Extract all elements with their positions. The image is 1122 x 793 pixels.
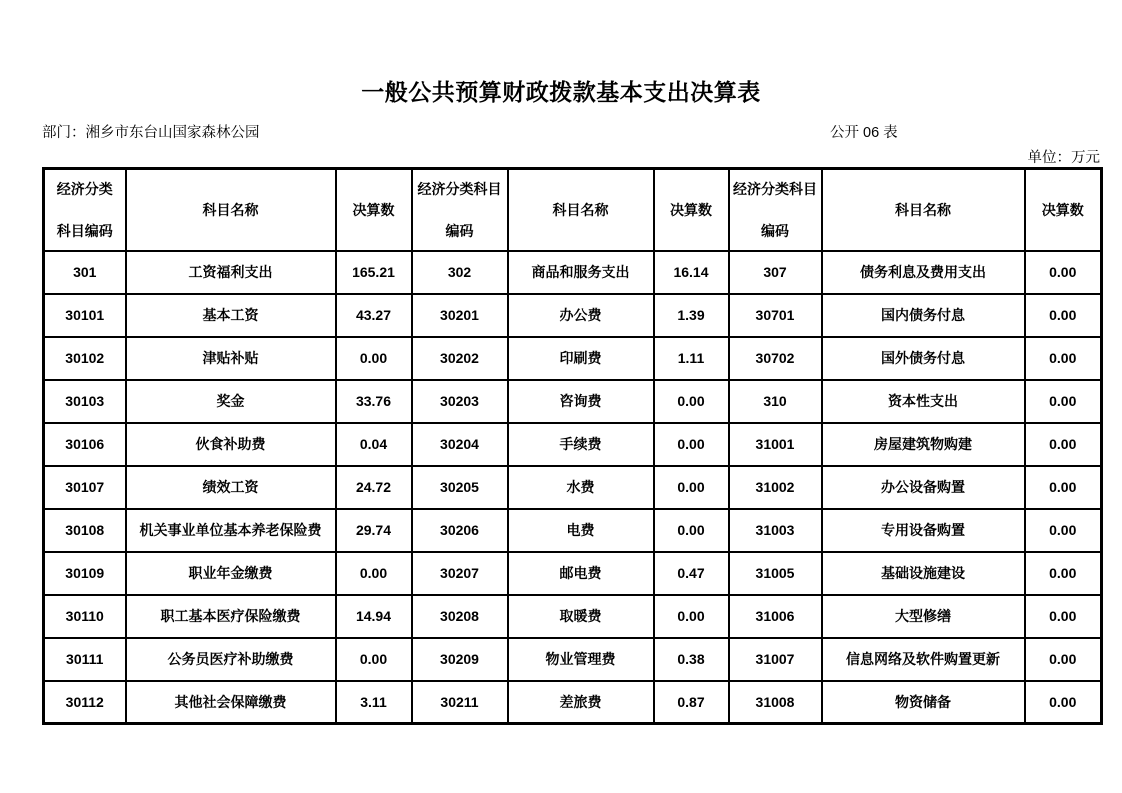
header-line: 决算数: [352, 201, 395, 218]
subject-name-cell: 职业年金缴费: [126, 552, 336, 595]
amount-cell: 0.00: [1025, 251, 1102, 294]
subject-name-cell: 国外债务付息: [822, 337, 1025, 380]
subject-name-cell: 取暖费: [508, 595, 654, 638]
subject-code-cell: 30207: [412, 552, 508, 595]
table-row: [44, 423, 1102, 466]
amount-cell: 1.11: [654, 337, 729, 380]
table-row: [44, 380, 1102, 423]
subject-code-cell: 30110: [44, 595, 126, 638]
subject-name-cell: 差旅费: [508, 681, 654, 724]
column-header-8: [1025, 169, 1102, 251]
amount-cell: 165.21: [336, 251, 412, 294]
table-row: [44, 681, 1102, 724]
amount-cell: 43.27: [336, 294, 412, 337]
table-row: [44, 251, 1102, 294]
subject-code-cell: 31008: [729, 681, 822, 724]
subject-name-cell: 物业管理费: [508, 638, 654, 681]
amount-cell: 0.00: [1025, 337, 1102, 380]
subject-name-cell: 信息网络及软件购置更新: [822, 638, 1025, 681]
column-header-text: [732, 179, 819, 241]
subject-code-cell: 31006: [729, 595, 822, 638]
subject-code-cell: 30202: [412, 337, 508, 380]
amount-cell: 16.14: [654, 251, 729, 294]
amount-cell: 14.94: [336, 595, 412, 638]
subject-name-cell: 物资储备: [822, 681, 1025, 724]
subject-name-cell: 邮电费: [508, 552, 654, 595]
column-header-text: [339, 200, 409, 220]
amount-cell: 24.72: [336, 466, 412, 509]
amount-cell: 0.00: [336, 552, 412, 595]
subject-name-cell: 商品和服务支出: [508, 251, 654, 294]
subject-code-cell: 31005: [729, 552, 822, 595]
amount-cell: 0.87: [654, 681, 729, 724]
column-header-3: [412, 169, 508, 251]
subject-name-cell: 伙食补助费: [126, 423, 336, 466]
subject-code-cell: 30112: [44, 681, 126, 724]
table-row: [44, 595, 1102, 638]
subject-name-cell: 职工基本医疗保险缴费: [126, 595, 336, 638]
subject-name-cell: 咨询费: [508, 380, 654, 423]
subject-code-cell: 307: [729, 251, 822, 294]
amount-cell: 0.00: [1025, 638, 1102, 681]
subject-code-cell: 31007: [729, 638, 822, 681]
column-header-text: [657, 200, 726, 220]
subject-code-cell: 30101: [44, 294, 126, 337]
subject-name-cell: 基本工资: [126, 294, 336, 337]
amount-cell: 0.00: [654, 423, 729, 466]
amount-cell: 0.00: [654, 509, 729, 552]
amount-cell: 0.00: [654, 380, 729, 423]
column-header-5: [654, 169, 729, 251]
table-row: [44, 337, 1102, 380]
subject-code-cell: 30201: [412, 294, 508, 337]
header-line: 编码: [445, 222, 474, 239]
subject-code-cell: 30111: [44, 638, 126, 681]
column-header-text: [825, 200, 1022, 220]
amount-cell: 0.00: [1025, 423, 1102, 466]
subject-name-cell: 机关事业单位基本养老保险费: [126, 509, 336, 552]
subject-code-cell: 302: [412, 251, 508, 294]
subject-name-cell: 水费: [508, 466, 654, 509]
subject-code-cell: 30211: [412, 681, 508, 724]
table-row: [44, 466, 1102, 509]
subject-name-cell: 基础设施建设: [822, 552, 1025, 595]
table-row: [44, 509, 1102, 552]
subject-code-cell: 31003: [729, 509, 822, 552]
subject-name-cell: 办公费: [508, 294, 654, 337]
subject-name-cell: 印刷费: [508, 337, 654, 380]
amount-cell: 0.00: [1025, 681, 1102, 724]
column-header-text: [415, 179, 505, 241]
header-line: 科目名称: [202, 201, 259, 218]
header-line: 科目名称: [895, 201, 951, 218]
subject-code-cell: 30702: [729, 337, 822, 380]
subject-code-cell: 30106: [44, 423, 126, 466]
amount-cell: 33.76: [336, 380, 412, 423]
budget-table: [42, 167, 1103, 725]
table-row: [44, 552, 1102, 595]
amount-cell: 0.04: [336, 423, 412, 466]
subject-code-cell: 31001: [729, 423, 822, 466]
amount-cell: 1.39: [654, 294, 729, 337]
column-header-4: [508, 169, 654, 251]
subject-name-cell: 债务利息及费用支出: [822, 251, 1025, 294]
amount-cell: 0.00: [1025, 595, 1102, 638]
subject-code-cell: 30107: [44, 466, 126, 509]
subject-name-cell: 工资福利支出: [126, 251, 336, 294]
amount-cell: 0.00: [1025, 509, 1102, 552]
subject-code-cell: 30209: [412, 638, 508, 681]
amount-cell: 0.00: [336, 337, 412, 380]
subject-code-cell: 30208: [412, 595, 508, 638]
amount-cell: 3.11: [336, 681, 412, 724]
column-header-6: [729, 169, 822, 251]
column-header-text: [47, 179, 123, 241]
subject-name-cell: 手续费: [508, 423, 654, 466]
subject-code-cell: 30206: [412, 509, 508, 552]
subject-code-cell: 30108: [44, 509, 126, 552]
amount-cell: 0.47: [654, 552, 729, 595]
subject-name-cell: 电费: [508, 509, 654, 552]
subject-name-cell: 津贴补贴: [126, 337, 336, 380]
column-header-text: [129, 200, 333, 220]
subject-name-cell: 房屋建筑物购建: [822, 423, 1025, 466]
subject-name-cell: 专用设备购置: [822, 509, 1025, 552]
header-line: 决算数: [670, 201, 712, 218]
amount-cell: 0.00: [654, 466, 729, 509]
amount-cell: 0.00: [654, 595, 729, 638]
header-line: 经济分类科目: [417, 180, 502, 197]
table-row: [44, 638, 1102, 681]
subject-code-cell: 30701: [729, 294, 822, 337]
header-line: 经济分类科目: [733, 180, 817, 197]
subject-code-cell: 301: [44, 251, 126, 294]
department-label: 部门：湘乡市东台山国家森林公园: [42, 125, 260, 141]
subject-code-cell: 30205: [412, 466, 508, 509]
amount-cell: 29.74: [336, 509, 412, 552]
amount-cell: 0.00: [1025, 380, 1102, 423]
header-line: 经济分类: [56, 180, 113, 197]
subject-code-cell: 31002: [729, 466, 822, 509]
unit-label: 单位：万元: [1027, 150, 1100, 166]
amount-cell: 0.00: [1025, 552, 1102, 595]
amount-cell: 0.00: [336, 638, 412, 681]
column-header-2: [336, 169, 412, 251]
column-header-text: [1028, 200, 1099, 220]
subject-name-cell: 办公设备购置: [822, 466, 1025, 509]
subject-name-cell: 奖金: [126, 380, 336, 423]
subject-name-cell: 大型修缮: [822, 595, 1025, 638]
column-header-0: [44, 169, 126, 251]
column-header-text: [511, 200, 651, 220]
header-line: 科目编码: [56, 222, 113, 239]
page-title: 一般公共预算财政拨款基本支出决算表: [361, 79, 761, 105]
table-header-row: [44, 169, 1102, 251]
subject-name-cell: 绩效工资: [126, 466, 336, 509]
subject-name-cell: 资本性支出: [822, 380, 1025, 423]
subject-code-cell: 30109: [44, 552, 126, 595]
subject-code-cell: 30102: [44, 337, 126, 380]
amount-cell: 0.38: [654, 638, 729, 681]
table-row: [44, 294, 1102, 337]
header-line: 科目名称: [552, 201, 609, 218]
header-line: 决算数: [1041, 201, 1084, 218]
subject-name-cell: 公务员医疗补助缴费: [126, 638, 336, 681]
column-header-7: [822, 169, 1025, 251]
subject-name-cell: 国内债务付息: [822, 294, 1025, 337]
subject-code-cell: 30103: [44, 380, 126, 423]
subject-code-cell: 310: [729, 380, 822, 423]
column-header-1: [126, 169, 336, 251]
amount-cell: 0.00: [1025, 466, 1102, 509]
public-table-code: 公开 06 表: [830, 125, 898, 141]
amount-cell: 0.00: [1025, 294, 1102, 337]
subject-name-cell: 其他社会保障缴费: [126, 681, 336, 724]
header-line: 编码: [761, 222, 789, 239]
subject-code-cell: 30203: [412, 380, 508, 423]
subject-code-cell: 30204: [412, 423, 508, 466]
